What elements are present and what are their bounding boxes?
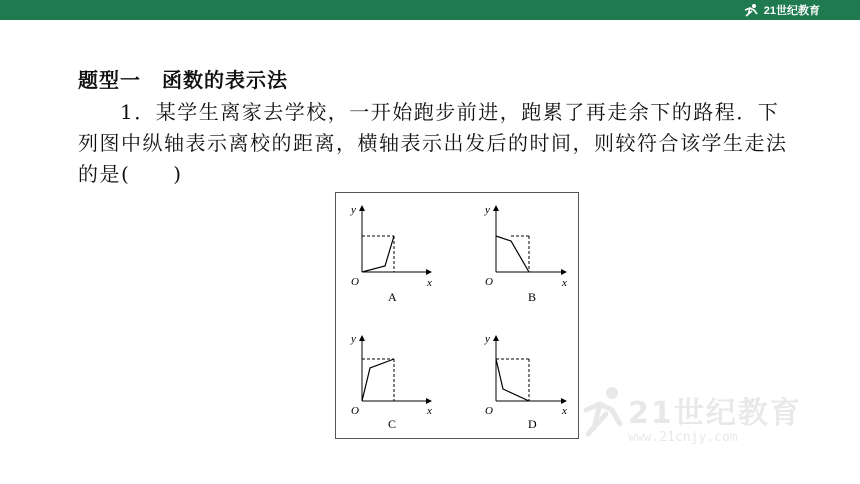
section-heading: 题型一 函数的表示法 bbox=[78, 68, 288, 92]
watermark-text: 21世纪教育 bbox=[628, 396, 802, 431]
question-text: 1．某学生离家去学校，一开始跑步前进，跑累了再走余下的路程．下列图中纵轴表示离校的距离，横轴表示出发后的时间，则较符合该学生走法的是( ) bbox=[78, 100, 788, 186]
graph-c bbox=[350, 333, 432, 431]
runner-watermark-icon bbox=[580, 384, 626, 444]
watermark-url: www.21cnjy.com bbox=[628, 430, 738, 445]
option-label-c: C bbox=[388, 417, 397, 431]
curve-b bbox=[496, 236, 529, 272]
graphs-svg bbox=[336, 193, 578, 438]
curve-a bbox=[362, 236, 394, 272]
graph-b bbox=[484, 204, 567, 304]
curve-c bbox=[362, 359, 394, 401]
x-label: x bbox=[427, 405, 432, 417]
y-label: y bbox=[351, 333, 356, 345]
x-label: x bbox=[562, 277, 567, 289]
y-label: y bbox=[485, 204, 490, 216]
x-label: x bbox=[427, 277, 432, 289]
answer-options-figure bbox=[335, 192, 579, 439]
origin-label: O bbox=[351, 276, 359, 288]
logo-text: 21世纪教育 bbox=[763, 5, 820, 17]
runner-icon bbox=[742, 3, 760, 17]
top-bar bbox=[0, 0, 860, 20]
origin-label: O bbox=[485, 405, 493, 417]
brand-logo bbox=[742, 2, 820, 18]
y-label: y bbox=[485, 333, 490, 345]
question-block bbox=[78, 64, 798, 190]
curve-d bbox=[496, 359, 529, 401]
graph-d bbox=[484, 333, 567, 431]
option-label-d: D bbox=[528, 417, 537, 431]
watermark bbox=[580, 380, 840, 460]
graph-a bbox=[350, 204, 432, 304]
option-label-b: B bbox=[528, 290, 537, 304]
option-label-a: A bbox=[388, 290, 397, 304]
x-label: x bbox=[562, 405, 567, 417]
origin-label: O bbox=[485, 276, 493, 288]
origin-label: O bbox=[351, 405, 359, 417]
y-label: y bbox=[351, 204, 356, 216]
